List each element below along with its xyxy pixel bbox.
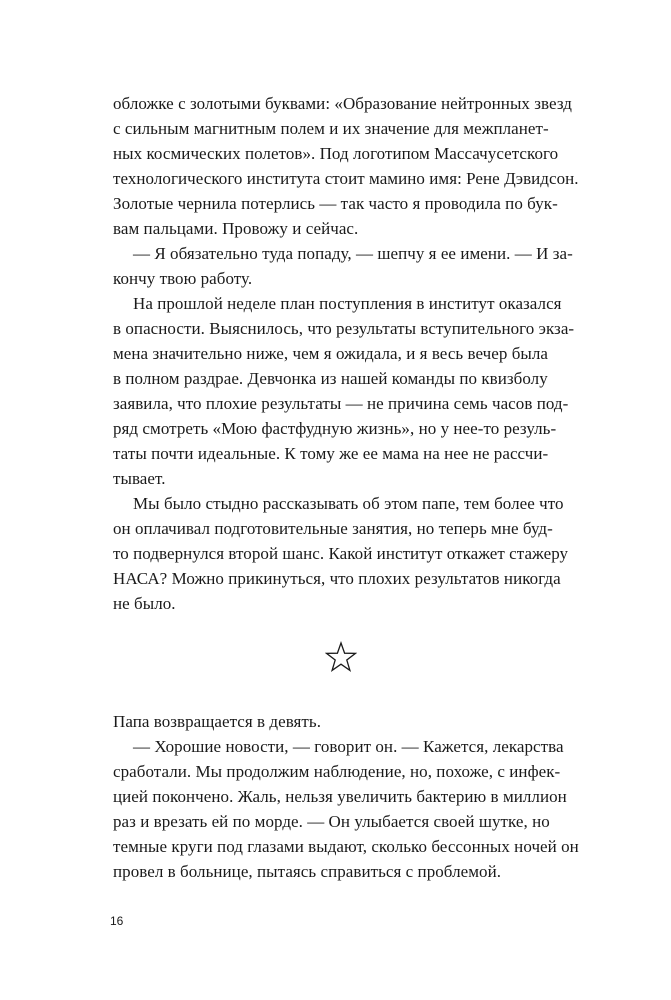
text-line: — Хорошие новости, — говорит он. — Кажется, лекарства: [133, 737, 564, 756]
text-line: Золотые чернила потерлись — так часто я проводила по бук-: [113, 194, 558, 213]
text-line: с сильным магнитным полем и их значение для межпланет-: [113, 119, 549, 138]
text-line: заявила, что плохие результаты — не причина семь часов под-: [113, 394, 569, 413]
page-number: 16: [110, 914, 124, 928]
text-line: кончу твою работу.: [113, 269, 253, 288]
text-line: таты почти идеальные. К тому же ее мама на нее не рассчи-: [113, 444, 549, 463]
text-line: в полном раздрае. Девчонка из нашей команды по квизболу: [113, 369, 548, 388]
text-line: то подвернулся второй шанс. Какой институт откажет стажеру: [113, 544, 569, 563]
text-line: раз и врезать ей по морде. — Он улыбается своей шутке, но: [113, 812, 550, 831]
text-line: сработали. Мы продолжим наблюдение, но, похоже, с инфек-: [113, 762, 561, 781]
text-line: технологического института стоит мамино имя: Рене Дэвидсон.: [113, 169, 579, 188]
text-line: не было.: [113, 594, 176, 613]
text-line: На прошлой неделе план поступления в институт оказался: [133, 294, 562, 313]
text-line: НАСА? Можно прикинуться, что плохих результатов никогда: [113, 569, 561, 588]
text-line: — Я обязательно туда попаду, — шепчу я ее имени. — И за-: [133, 244, 573, 263]
text-line: тывает.: [113, 469, 166, 488]
text-line: цией покончено. Жаль, нельзя увеличить бактерию в миллион: [113, 787, 567, 806]
text-line: мена значительно ниже, чем я ожидала, и я весь вечер была: [113, 344, 549, 363]
text-line: темные круги под глазами выдают, сколько бессонных ночей он: [113, 837, 579, 856]
text-line: ряд смотреть «Мою фастфудную жизнь», но у нее-то резуль-: [113, 419, 557, 438]
text-line: провел в больнице, пытаясь справиться с проблемой.: [113, 862, 502, 881]
text-line: вам пальцами. Провожу и сейчас.: [113, 219, 359, 238]
star-outline-icon: [325, 641, 357, 673]
text-line: ных космических полетов». Под логотипом Массачусетского: [113, 144, 559, 163]
text-line: в опасности. Выяснилось, что результаты вступительного экза-: [113, 319, 575, 338]
text-line: он оплачивал подготовительные занятия, но теперь мне буд-: [113, 519, 553, 538]
text-line: Папа возвращается в девять.: [113, 712, 321, 731]
text-line: обложке с золотыми буквами: «Образование нейтронных звезд: [113, 94, 572, 113]
text-line: Мы было стыдно рассказывать об этом папе, тем более что: [133, 494, 564, 513]
